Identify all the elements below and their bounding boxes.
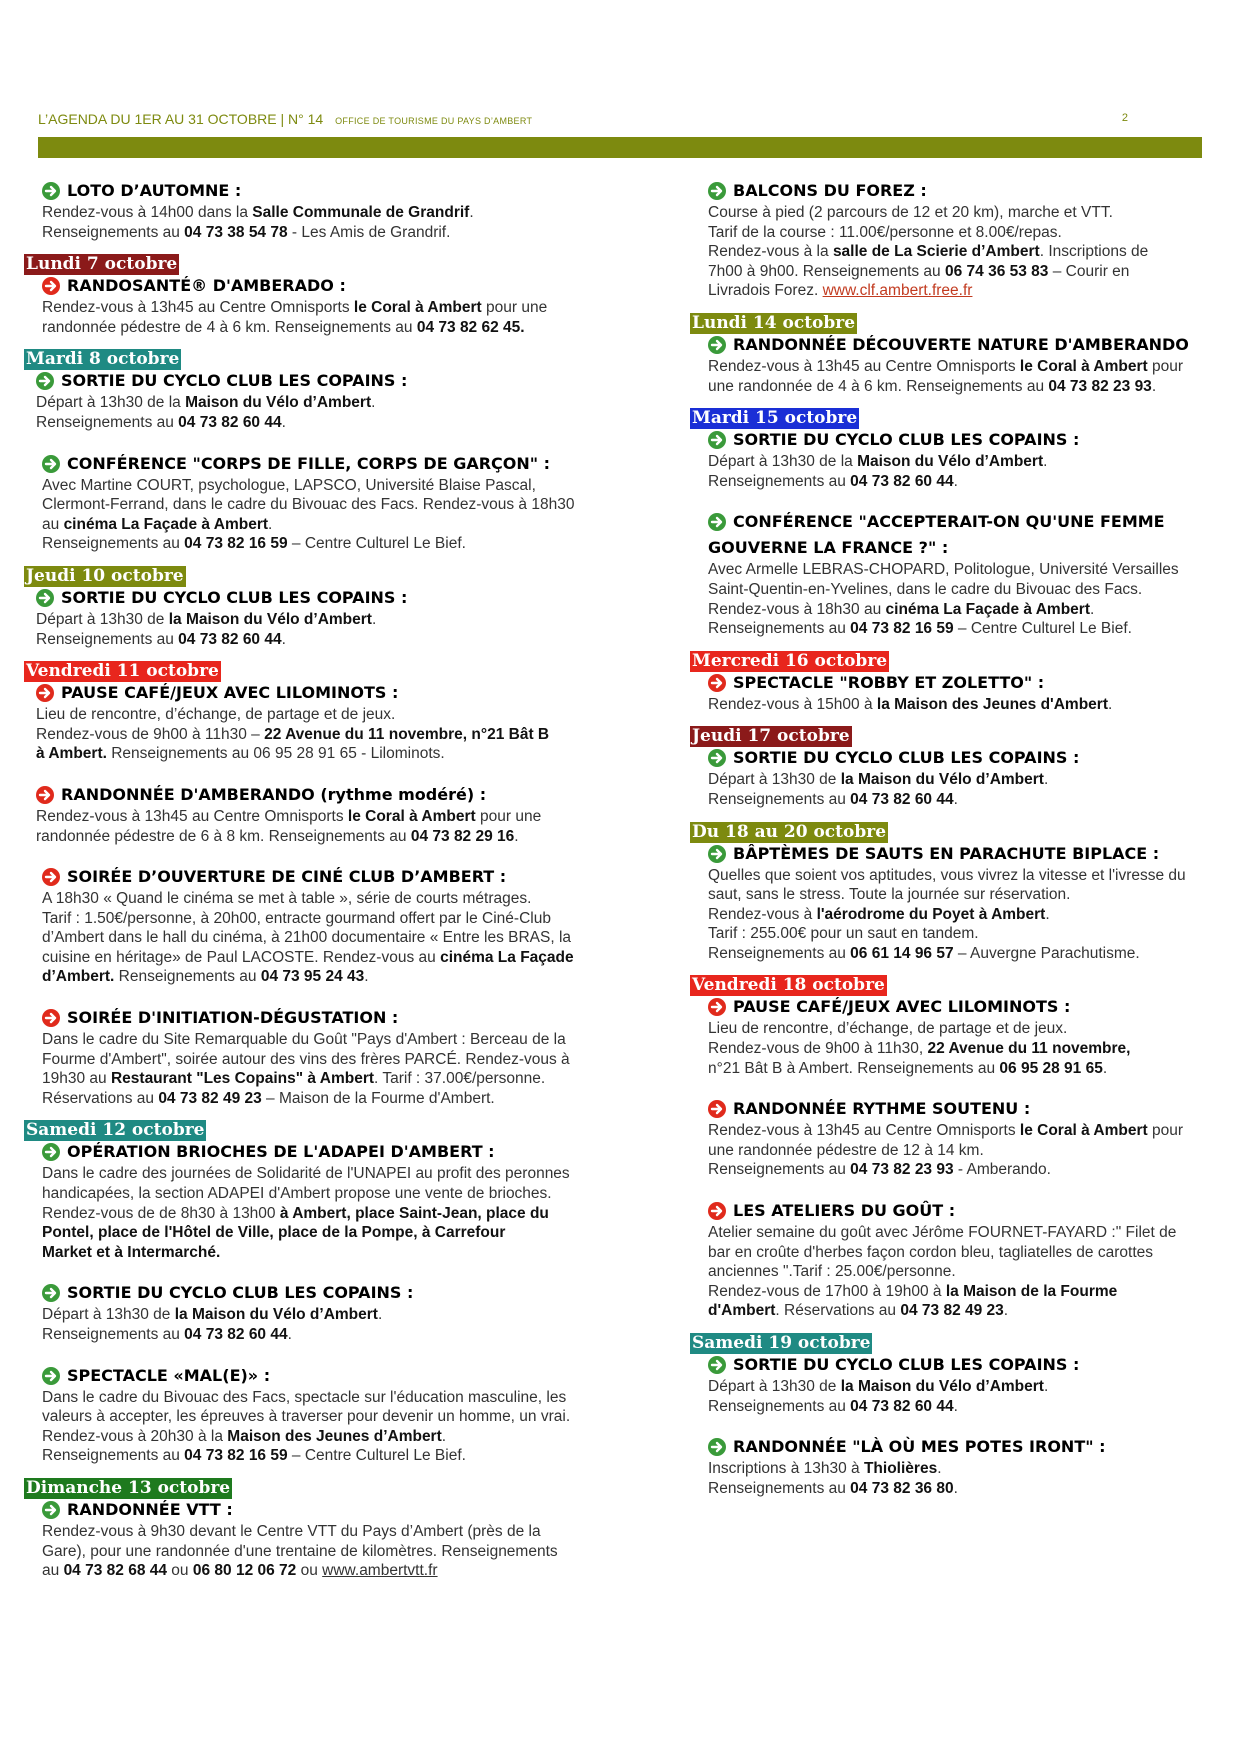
- day-heading: Samedi 12 octobre: [26, 1120, 205, 1141]
- event-title: RANDONNÉE DÉCOUVERTE NATURE D'AMBERANDO: [733, 334, 1189, 354]
- event-loto: LOTO D’AUTOMNE : Rendez-vous à 14h00 dans la Salle Communale de Grandrif. Renseignements au 04 73 38 54 78 - Les Amis de Grandrif.: [42, 181, 474, 241]
- event-conference-corps: CONFÉRENCE "CORPS DE FILLE, CORPS DE GARÇON" : Avec Martine COURT, psychologue, LAPSCO, Université Blaise Pascal, Clermont-Ferrand, dans le cadre du Bivouac des Facs. Rendez-vous à 18h30 au cinéma La Façade à Ambert. Renseignements au 04 73 82 16 59 – Centre Culturel Le Bief.: [42, 453, 575, 553]
- event-robby-zoletto: SPECTACLE "ROBBY ET ZOLETTO" : Rendez-vous à 15h00 à la Maison des Jeunes d'Ambert.: [708, 672, 1113, 713]
- event-brioches: OPÉRATION BRIOCHES DE L'ADAPEI D'AMBERT : Dans le cadre des journées de Solidarité de l'UNAPEI au profit des peronnes handicapées, la section ADAPEI d'Ambert propose une vente de brioches. Rendez-vous de de 8h30 à 13h00 à Ambert, place Saint-Jean, place du Pontel, place de l'Hôtel de Ville, place de la Pompe, à Carrefour Market et à Intermarché.: [42, 1142, 570, 1261]
- event-rythme-soutenu: RANDONNÉE RYTHME SOUTENU : Rendez-vous à 13h45 au Centre Omnisports le Coral à Ambert pour une randonnée pédestre de 12 à 14 km. Renseignements au 04 73 82 23 93 - Amberando.: [708, 1099, 1184, 1179]
- header-separator: |: [280, 111, 285, 127]
- event-title: OPÉRATION BRIOCHES DE L'ADAPEI D'AMBERT :: [67, 1142, 495, 1162]
- event-title: BALCONS DU FOREZ :: [733, 181, 927, 200]
- day-heading: Jeudi 10 octobre: [26, 565, 184, 586]
- red-arrow-icon: [42, 1009, 60, 1027]
- event-title: RANDONNÉE D'AMBERANDO (rythme modéré) :: [61, 784, 487, 804]
- red-arrow-icon: [708, 1100, 726, 1118]
- event-title: RANDOSANTÉ® D'AMBERADO :: [67, 276, 346, 296]
- green-arrow-icon: [42, 1367, 60, 1385]
- event-degustation: SOIRÉE D'INITIATION-DÉGUSTATION : Dans le cadre du Site Remarquable du Goût "Pays d'Ambert : Berceau de la Fourme d'Ambert", soirée autour des vins des frères PARCÉ. Rendez-vous à 19h30 au Restaurant "Les Copains" à Ambert. Tarif : 37.00€/personne. Réservations au 04 73 82 49 23 – Maison de la Fourme d'Ambert.: [42, 1008, 570, 1107]
- day-heading: Lundi 7 octobre: [26, 254, 178, 275]
- event-title: SORTIE DU CYCLO CLUB LES COPAINS :: [61, 371, 408, 391]
- day-heading: Mercredi 16 octobre: [692, 650, 888, 671]
- issue-number: N° 14: [288, 111, 324, 127]
- event-title: SPECTACLE "ROBBY ET ZOLETTO" :: [733, 672, 1045, 692]
- event-title: SORTIE DU CYCLO CLUB LES COPAINS :: [733, 748, 1080, 768]
- event-cyclo: SORTIE DU CYCLO CLUB LES COPAINS : Départ à 13h30 de la Maison du Vélo d’Ambert. Renseignements au 04 73 82 60 44.: [36, 587, 408, 648]
- green-arrow-icon: [36, 372, 54, 390]
- day-heading: Vendredi 11 octobre: [26, 661, 219, 682]
- page-header: [38, 108, 1202, 130]
- green-arrow-icon: [708, 513, 726, 531]
- red-arrow-icon: [708, 998, 726, 1016]
- event-parachute: BÂPTÈMES DE SAUTS EN PARACHUTE BIPLACE : Quelles que soient vos aptitudes, vous vivrez la vitesse et l'ivresse du saut, sans le stress. Toute la journée sur réservation. Rendez-vous à l'aérodrome du Poyet à Ambert. Tarif : 255.00€ pour un saut en tandem. Renseignements au 06 61 14 96 57 – Auvergne Parachutisme.: [708, 843, 1186, 962]
- event-title: SPECTACLE «MAL(E)» :: [67, 1365, 271, 1385]
- left-column: [24, 180, 604, 1581]
- green-arrow-icon: [42, 455, 60, 473]
- green-arrow-icon: [708, 182, 726, 200]
- day-heading: Dimanche 13 octobre: [26, 1477, 231, 1498]
- ambertvtt-link[interactable]: www.ambertvtt.fr: [322, 1562, 438, 1580]
- clf-link[interactable]: www.clf.ambert.free.fr: [822, 282, 973, 300]
- red-arrow-icon: [36, 684, 54, 702]
- event-decouverte-nature: RANDONNÉE DÉCOUVERTE NATURE D'AMBERANDO Rendez-vous à 13h45 au Centre Omnisports le Coral à Ambert pour une randonnée de 4 à 6 km. Renseignements au 04 73 82 23 93.: [708, 334, 1189, 395]
- event-cyclo: SORTIE DU CYCLO CLUB LES COPAINS : Départ à 13h30 de la Maison du Vélo d’Ambert. Renseignements au 04 73 82 60 44.: [42, 1283, 414, 1343]
- event-vtt: RANDONNÉE VTT : Rendez-vous à 9h30 devant le Centre VTT du Pays d’Ambert (près de la Gare), pour une randonnée d'une trentaine de kilomètres. Renseignements au 04 73 82 68 44 ou 06 80 12 06 72 ou www.ambertvtt.fr: [42, 1499, 558, 1580]
- green-arrow-icon: [42, 1501, 60, 1519]
- event-title: SORTIE DU CYCLO CLUB LES COPAINS :: [67, 1283, 414, 1303]
- right-column: [690, 180, 1220, 1498]
- event-cyclo: SORTIE DU CYCLO CLUB LES COPAINS : Départ à 13h30 de la Maison du Vélo d’Ambert. Renseignements au 04 73 82 60 44.: [36, 371, 408, 431]
- event-title: LES ATELIERS DU GOÛT :: [733, 1201, 956, 1221]
- event-title: SORTIE DU CYCLO CLUB LES COPAINS :: [61, 587, 408, 607]
- event-cyclo: SORTIE DU CYCLO CLUB LES COPAINS : Départ à 13h30 de la Maison du Vélo d’Ambert. Renseignements au 04 73 82 60 44.: [708, 1355, 1080, 1415]
- green-arrow-icon: [708, 845, 726, 863]
- event-cyclo: SORTIE DU CYCLO CLUB LES COPAINS : Départ à 13h30 de la Maison du Vélo d’Ambert. Renseignements au 04 73 82 60 44.: [708, 430, 1080, 490]
- day-heading: Vendredi 18 octobre: [692, 975, 885, 996]
- event-pause-cafe: PAUSE CAFÉ/JEUX AVEC LILOMINOTS : Lieu de rencontre, d’échange, de partage et de jeux. Rendez-vous de 9h00 à 11h30 – 22 Avenue du 11 novembre, n°21 Bât B à Ambert. Renseignements au 06 95 28 91 65 - Lilominots.: [36, 683, 550, 763]
- event-pause-cafe: PAUSE CAFÉ/JEUX AVEC LILOMINOTS : Lieu de rencontre, d’échange, de partage et de jeux. Rendez-vous de 9h00 à 11h30, 22 Avenue du 11 novembre, n°21 Bât B à Ambert. Renseignements au 06 95 28 91 65.: [708, 997, 1131, 1077]
- event-title: RANDONNÉE VTT :: [67, 1499, 233, 1519]
- green-arrow-icon: [708, 431, 726, 449]
- red-arrow-icon: [42, 868, 60, 886]
- event-title: SOIRÉE D’OUVERTURE DE CINÉ CLUB D’AMBERT :: [67, 867, 507, 887]
- event-title: LOTO D’AUTOMNE :: [67, 181, 242, 200]
- event-spectacle-male: SPECTACLE «MAL(E)» : Dans le cadre du Bivouac des Facs, spectacle sur l'éducation masculine, les valeurs à accepter, les épreuves à traverser pour devenir un homme, un vrai. Rendez-vous à 20h30 à la Maison des Jeunes d’Ambert. Renseignements au 04 73 82 16 59 – Centre Culturel Le Bief.: [42, 1365, 571, 1465]
- green-arrow-icon: [708, 336, 726, 354]
- event-title: PAUSE CAFÉ/JEUX AVEC LILOMINOTS :: [733, 997, 1071, 1017]
- event-cyclo: SORTIE DU CYCLO CLUB LES COPAINS : Départ à 13h30 de la Maison du Vélo d’Ambert. Renseignements au 04 73 82 60 44.: [708, 748, 1080, 808]
- day-heading: Mardi 8 octobre: [26, 349, 180, 370]
- event-potes-iront: RANDONNÉE "LÀ OÙ MES POTES IRONT" : Inscriptions à 13h30 à Thiolières. Renseignements au 04 73 82 36 80.: [708, 1437, 1106, 1497]
- day-heading: Mardi 15 octobre: [692, 408, 858, 429]
- header-title-line: [38, 111, 532, 127]
- day-heading: Samedi 19 octobre: [692, 1333, 871, 1353]
- event-title-continued: GOUVERNE LA FRANCE ?" :: [708, 538, 949, 558]
- green-arrow-icon: [708, 1356, 726, 1374]
- agenda-title: L’AGENDA DU 1ER AU 31 OCTOBRE: [38, 111, 277, 127]
- green-arrow-icon: [42, 182, 60, 200]
- event-balcons-forez: BALCONS DU FOREZ : Course à pied (2 parcours de 12 et 20 km), marche et VTT. Tarif de la course : 11.00€/personne et 8.00€/repas. Rendez-vous à la salle de La Scierie d’Ambert. Inscriptions de 7h00 à 9h00. Renseignements au 06 74 36 53 83 – Courir en Livradois Forez. www.clf.ambert.free.fr: [708, 181, 1149, 300]
- red-arrow-icon: [36, 786, 54, 804]
- day-heading: Du 18 au 20 octobre: [692, 821, 887, 842]
- header-band: [38, 137, 1202, 158]
- event-ateliers-gout: LES ATELIERS DU GOÛT : Atelier semaine du goût avec Jérôme FOURNET-FAYARD :" Filet de bar en croûte d'herbes façon cordon bleu, tagliatelles de carottes anciennes ".Tarif : 25.00€/personne. Rendez-vous de 17h00 à 19h00 à la Maison de la Fourme d'Ambert. Réservations au 04 73 82 49 23.: [708, 1201, 1177, 1320]
- red-arrow-icon: [42, 277, 60, 295]
- green-arrow-icon: [42, 1143, 60, 1161]
- event-title: RANDONNÉE "LÀ OÙ MES POTES IRONT" :: [733, 1437, 1106, 1457]
- green-arrow-icon: [708, 749, 726, 767]
- event-title: CONFÉRENCE "ACCEPTERAIT-ON QU'UNE FEMME: [733, 512, 1165, 532]
- red-arrow-icon: [708, 674, 726, 692]
- event-cine-club: SOIRÉE D’OUVERTURE DE CINÉ CLUB D’AMBERT : A 18h30 « Quand le cinéma se met à table », série de courts métrages. Tarif : 1.50€/personne, à 20h00, entracte gourmand offert par le Ciné-Club d’Ambert dans le hall du cinéma, à 21h00 documentaire « Entre les BRAS, la cuisine en héritage» de Paul LACOSTE. Rendez-vous au cinéma La Façade d’Ambert. Renseignements au 04 73 95 24 43.: [42, 867, 574, 986]
- event-title: SORTIE DU CYCLO CLUB LES COPAINS :: [733, 1355, 1080, 1374]
- event-title: RANDONNÉE RYTHME SOUTENU :: [733, 1099, 1031, 1119]
- day-heading: Jeudi 17 octobre: [692, 726, 850, 747]
- event-randosante: RANDOSANTÉ® D'AMBERADO : Rendez-vous à 13h45 au Centre Omnisports le Coral à Ambert pour une randonnée pédestre de 4 à 6 km. Renseignements au 04 73 82 62 45.: [42, 276, 548, 336]
- event-title: SORTIE DU CYCLO CLUB LES COPAINS :: [733, 430, 1080, 450]
- page-number: 2: [1121, 112, 1128, 124]
- red-arrow-icon: [708, 1202, 726, 1220]
- event-title: PAUSE CAFÉ/JEUX AVEC LILOMINOTS :: [61, 683, 399, 703]
- office-name: OFFICE DE TOURISME DU PAYS D’AMBERT: [335, 116, 533, 126]
- event-title: BÂPTÈMES DE SAUTS EN PARACHUTE BIPLACE :: [733, 843, 1160, 863]
- green-arrow-icon: [708, 1438, 726, 1456]
- green-arrow-icon: [42, 1284, 60, 1302]
- event-title: CONFÉRENCE "CORPS DE FILLE, CORPS DE GARÇON" :: [67, 453, 551, 473]
- green-arrow-icon: [36, 589, 54, 607]
- event-conference-femme: CONFÉRENCE "ACCEPTERAIT-ON QU'UNE FEMME GOUVERNE LA FRANCE ?" : Avec Armelle LEBRAS-CHOPARD, Politologue, Université Versailles Saint-Quentin-en-Yvelines, dans le cadre du Bivouac des Facs. Rendez-vous à 18h30 au cinéma La Façade à Ambert. Renseignements au 04 73 82 16 59 – Centre Culturel Le Bief.: [708, 512, 1179, 638]
- event-randonnee-amberando: RANDONNÉE D'AMBERANDO (rythme modéré) : Rendez-vous à 13h45 au Centre Omnisports le Coral à Ambert pour une randonnée pédestre de 6 à 8 km. Renseignements au 04 73 82 29 16.: [36, 784, 542, 845]
- event-title: SOIRÉE D'INITIATION-DÉGUSTATION :: [67, 1008, 399, 1028]
- day-heading: Lundi 14 octobre: [692, 312, 856, 333]
